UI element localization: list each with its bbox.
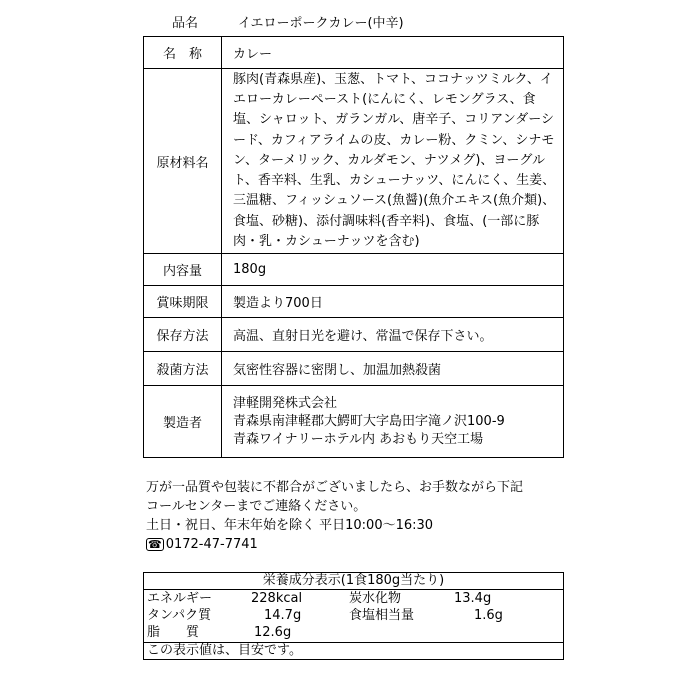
manufacturer-label: 製造者	[144, 386, 222, 458]
manufacturer-value	[222, 386, 564, 458]
protein-label: タンパク質	[147, 608, 212, 623]
notice-line: 万が一品質や包装に不都合がございましたら、お手数ながら下記	[146, 480, 524, 495]
fat-value: 12.6g	[254, 625, 292, 640]
table-row	[144, 352, 564, 386]
spec-table	[143, 36, 564, 458]
table-row	[144, 69, 564, 254]
phone-number: 0172-47-7741	[165, 537, 258, 552]
table-row	[144, 386, 564, 458]
phone-icon: ☎	[148, 538, 162, 551]
fat-label: 脂 質	[147, 625, 200, 640]
table-row	[144, 318, 564, 352]
ingredients-label: 原材料名	[144, 69, 222, 254]
nutrition-footnote: この表示値は、目安です。	[144, 642, 563, 659]
ingredients-value: 豚肉(青森県産)、玉葱、トマト、ココナッツミルク、イエローカレーペースト(にんにく、レモングラス、食塩、シャロット、ガランガル、唐辛子、コリアンダーシード、カフィアライムの皮、カレー粉、クミン、シナモン、ターメリック、カルダモン、ナツメグ)、ヨーグルト、香辛料、生乳、カシューナッツ、にんにく、生姜、三温糖、フィッシュソース(魚醤)(魚介エキス(魚介類)、食塩、砂糖)、添付調味料(香辛料)、食塩、(一部に豚肉・乳・カシューナッツを含む)	[222, 69, 564, 254]
table-row	[144, 254, 564, 286]
notice-phone	[146, 535, 523, 554]
best-before-label: 賞味期限	[144, 286, 222, 318]
sterilization-label: 殺菌方法	[144, 352, 222, 386]
salt-value: 1.6g	[474, 608, 503, 623]
manufacturer-address: 青森県南津軽郡大鰐町大字島田字滝ノ沢100-9	[233, 413, 505, 429]
salt-label: 食塩相当量	[349, 608, 415, 623]
notice-line: コールセンターまでご連絡ください。	[146, 499, 367, 514]
volume-label: 内容量	[144, 254, 222, 286]
table-row	[144, 286, 564, 318]
name-label: 名 称	[144, 37, 222, 69]
protein-value: 14.7g	[264, 608, 302, 623]
nutrition-table	[143, 572, 564, 660]
best-before-value: 製造より700日	[222, 286, 564, 318]
contact-notice	[146, 478, 523, 554]
sterilization-value: 気密性容器に密閉し、加温加熱殺菌	[222, 352, 564, 386]
header-label: 品名	[172, 16, 199, 31]
notice-hours: 土日・祝日、年末年始を除く 平日10:00〜16:30	[146, 518, 434, 533]
energy-value: 228kcal	[251, 591, 303, 606]
storage-value: 高温、直射日光を避け、常温で保存下さい。	[222, 318, 564, 352]
manufacturer-facility: 青森ワイナリーホテル内 あおもり天空工場	[233, 431, 484, 447]
storage-label: 保存方法	[144, 318, 222, 352]
product-name: イエローポークカレー(中辛)	[238, 16, 404, 31]
manufacturer-company: 津軽開発株式会社	[233, 395, 338, 411]
carbohydrate-value: 13.4g	[454, 591, 492, 606]
volume-value: 180g	[222, 254, 564, 286]
table-row	[144, 37, 564, 69]
nutrition-title: 栄養成分表示(1食180g当たり)	[144, 573, 563, 590]
name-value: カレー	[222, 37, 564, 69]
energy-label: エネルギー	[147, 591, 213, 606]
carbohydrate-label: 炭水化物	[349, 591, 402, 606]
